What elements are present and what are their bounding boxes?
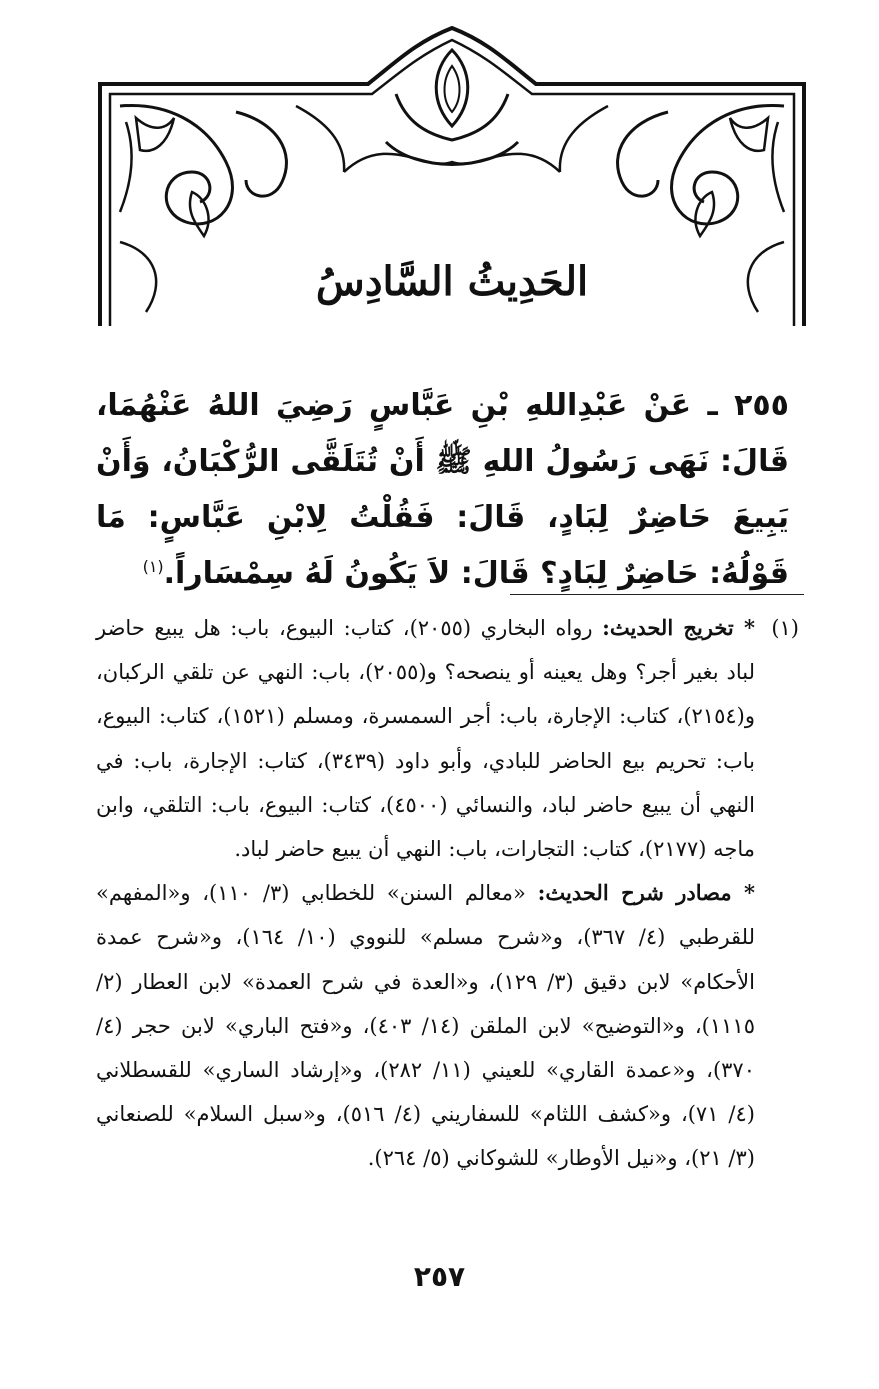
sources-label: * مصادر شرح الحديث:: [537, 880, 755, 906]
takhrij-text: رواه البخاري (٢٠٥٥)، كتاب: البيوع، باب: هل يبيع حاضر لباد بغير أجر؟ وهل يعينه أو ينصحه؟ و(٢٠٥٥)، باب: النهي عن تلقي الركبان، و(٢١٥٤)، كتاب: الإجارة، باب: أجر السمسرة، ومسلم (١٥٢١)، كتاب: البيوع، باب: تحريم بيع الحاضر للبادي، وأبو داود (٣٤٣٩)، كتاب: الإجارة، باب: في النهي أن يبيع حاضر لباد، والنسائي (٤٥٠٠)، كتاب: البيوع، باب: التلقي، وابن ماجه (٢١٧٧)، كتاب: التجارات، باب: النهي أن يبيع حاضر لباد.: [96, 616, 756, 862]
page-number: ٢٥٧: [413, 1260, 466, 1293]
sources-paragraph: [96, 871, 755, 1180]
footnote: [96, 606, 799, 1181]
hadith-body: ٢٥٥ ـ عَنْ عَبْدِاللهِ بْنِ عَبَّاسٍ رَضِيَ اللهُ عَنْهُمَا، قَالَ: نَهَى رَسُولُ اللهِ ﷺ أَنْ تُتَلَقَّى الرُّكْبَانُ، وَأَنْ يَبِيعَ حَاضِرٌ لِبَادٍ، قَالَ: فَقُلْتُ لِابْنِ عَبَّاسٍ: مَا قَوْلُهُ: حَاضِرٌ لِبَادٍ؟ قَالَ: لاَ يَكُونُ لَهُ سِمْسَاراً.: [96, 388, 789, 591]
footnote-body: [96, 606, 755, 1181]
sources-text: «معالم السنن» للخطابي (٣/ ١١٠)، و«المفهم» للقرطبي (٤/ ٣٦٧)، و«شرح مسلم» للنووي (١٠/ ١٦٤)، و«شرح عمدة الأحكام» لابن دقيق (٣/ ١٢٩)، و«العدة في شرح العمدة» لابن العطار (٢/ ١١١٥)، و«التوضيح» لابن الملقن (١٤/ ٤٠٣)، و«فتح الباري» لابن حجر (٤/ ٣٧٠)، و«عمدة القاري» للعيني (١١/ ٢٨٢)، و«إرشاد الساري» للقسطلاني (٤/ ٧١)، و«كشف اللثام» للسفاريني (٤/ ٥١٦)، و«سبل السلام» للصنعاني (٣/ ٢١)، و«نيل الأوطار» للشوكاني (٥/ ٢٦٤).: [96, 881, 755, 1171]
footnote-reference: (١): [142, 557, 164, 576]
hadith-text: [96, 378, 789, 602]
footnote-number: (١): [771, 616, 799, 640]
takhrij-paragraph: [96, 606, 755, 871]
footnote-separator: [510, 594, 804, 595]
takhrij-label: * تخريج الحديث:: [602, 615, 755, 640]
hadith-chapter-title: الحَدِيثُ السَّادِسُ: [315, 258, 589, 305]
